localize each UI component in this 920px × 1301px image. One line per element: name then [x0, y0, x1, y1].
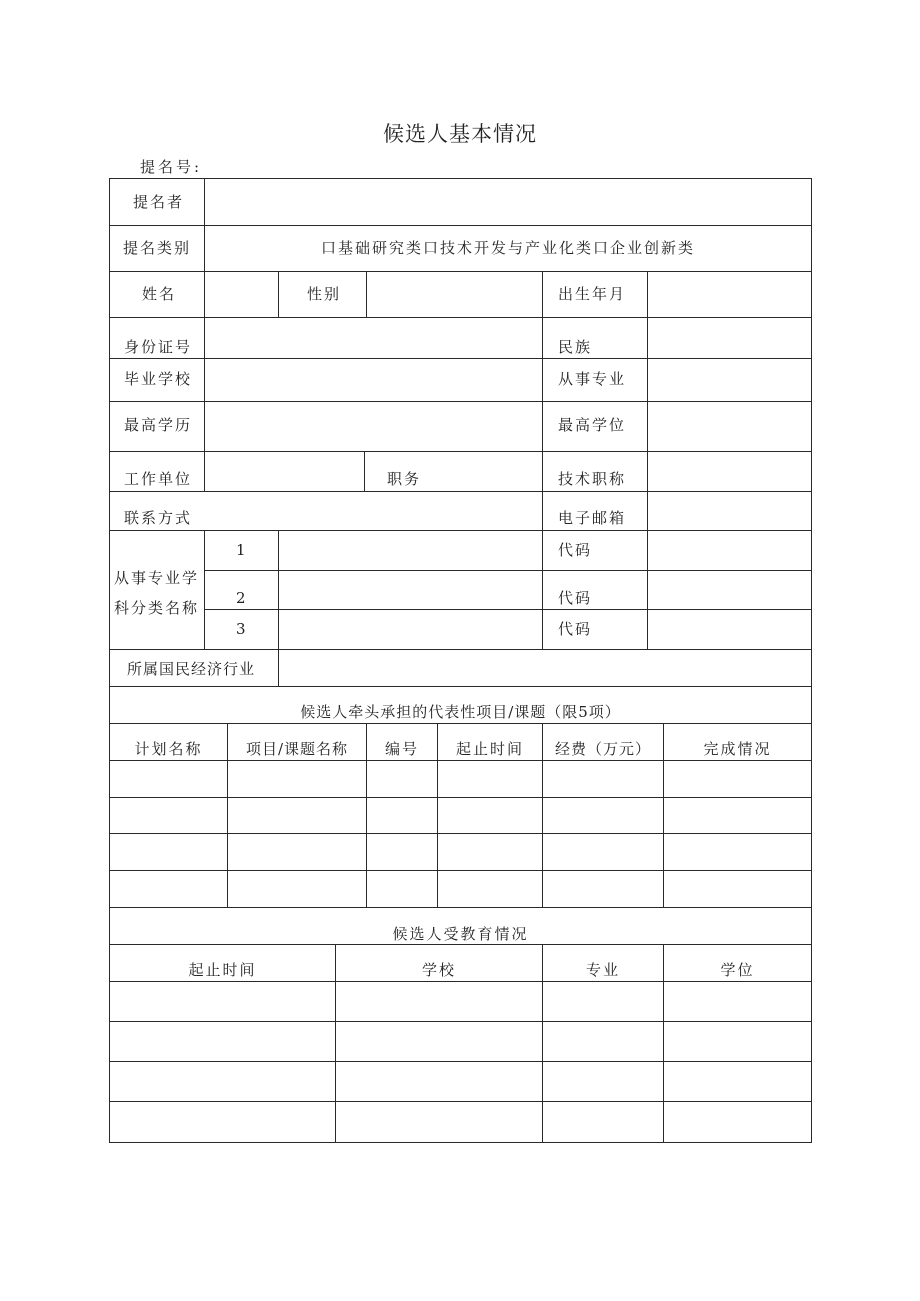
- nominator-field[interactable]: [205, 179, 811, 225]
- discipline-label-line1: 从事专业学: [114, 569, 200, 587]
- code-label: 代码: [558, 541, 593, 559]
- education-header: 专业: [585, 961, 620, 979]
- industry-label: 所属国民经济行业: [127, 660, 256, 678]
- employer-field[interactable]: [205, 452, 364, 491]
- email-label: 电子邮箱: [558, 509, 627, 527]
- degree-field[interactable]: [648, 402, 811, 451]
- code-label: 代码: [558, 589, 593, 607]
- employer-label: 工作单位: [124, 470, 193, 488]
- tech-title-field[interactable]: [648, 452, 811, 491]
- nominator-label: 提名者: [133, 193, 185, 211]
- birth-field[interactable]: [648, 272, 811, 317]
- code-field-2[interactable]: [648, 571, 811, 609]
- page-title: 候选人基本情况: [383, 122, 537, 146]
- education-row[interactable]: [110, 1062, 811, 1101]
- education-header: 起止时间: [188, 961, 257, 979]
- education-row[interactable]: [110, 982, 811, 1021]
- discipline-label-line2: 科分类名称: [114, 599, 200, 617]
- education-label: 最高学历: [124, 416, 193, 434]
- project-row[interactable]: [110, 834, 811, 870]
- education-header: 学位: [720, 961, 755, 979]
- code-label: 代码: [558, 620, 593, 638]
- education-row[interactable]: [110, 1102, 811, 1142]
- project-row[interactable]: [110, 798, 811, 833]
- category-label: 提名类别: [123, 239, 192, 257]
- ethnicity-label: 民族: [558, 338, 593, 356]
- degree-label: 最高学位: [558, 416, 627, 434]
- name-field[interactable]: [205, 272, 278, 317]
- email-field[interactable]: [648, 492, 811, 530]
- projects-header: 起止时间: [455, 740, 524, 758]
- projects-header: 经费（万元）: [554, 740, 651, 758]
- code-field-3[interactable]: [648, 610, 811, 649]
- discipline-number: 3: [236, 620, 248, 638]
- school-label: 毕业学校: [124, 370, 193, 388]
- nomination-number-label: 提名号:: [140, 158, 203, 176]
- discipline-field-3[interactable]: [279, 610, 542, 649]
- projects-header: 计划名称: [134, 740, 203, 758]
- education-section-title: 候选人受教育情况: [392, 925, 529, 943]
- projects-section-title: 候选人牵头承担的代表性项目/课题（限5项）: [300, 703, 621, 721]
- school-field[interactable]: [205, 359, 542, 401]
- discipline-number: 2: [236, 589, 248, 607]
- id-field[interactable]: [205, 318, 542, 358]
- discipline-number: 1: [236, 541, 248, 559]
- projects-header: 项目/课题名称: [245, 740, 349, 758]
- profession-label: 从事专业: [558, 370, 627, 388]
- ethnicity-field[interactable]: [648, 318, 811, 358]
- contact-field[interactable]: [205, 492, 542, 530]
- industry-field[interactable]: [279, 650, 811, 686]
- projects-header: 编号: [384, 740, 419, 758]
- project-row[interactable]: [110, 761, 811, 797]
- gender-label: 性别: [307, 285, 342, 303]
- birth-label: 出生年月: [558, 285, 627, 303]
- code-field-1[interactable]: [648, 531, 811, 570]
- discipline-field-2[interactable]: [279, 571, 542, 609]
- name-label: 姓名: [142, 285, 177, 303]
- id-label: 身份证号: [124, 338, 193, 356]
- profession-field[interactable]: [648, 359, 811, 401]
- position-label: 职务: [387, 470, 422, 488]
- discipline-field-1[interactable]: [279, 531, 542, 570]
- education-row[interactable]: [110, 1022, 811, 1061]
- contact-label: 联系方式: [124, 509, 193, 527]
- position-field[interactable]: [430, 452, 542, 491]
- education-field[interactable]: [205, 402, 542, 451]
- tech-title-label: 技术职称: [558, 470, 627, 488]
- category-options[interactable]: 口基础研究类口技术开发与产业化类口企业创新类: [320, 239, 695, 257]
- gender-field[interactable]: [367, 272, 542, 317]
- education-header: 学校: [421, 961, 456, 979]
- project-row[interactable]: [110, 871, 811, 907]
- projects-header: 完成情况: [703, 740, 772, 758]
